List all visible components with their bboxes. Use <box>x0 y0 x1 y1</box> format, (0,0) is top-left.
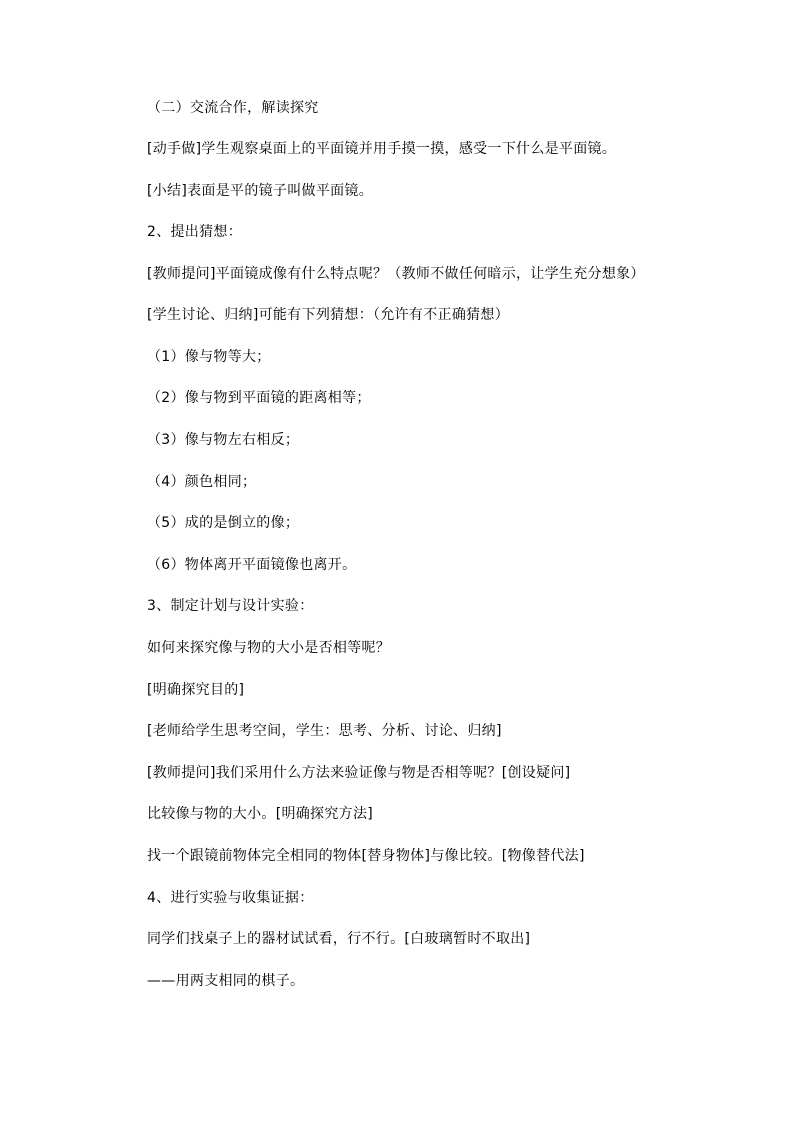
hypothesis-item-1: （1）像与物等大； <box>147 349 271 365</box>
step-heading-hypothesis: 2、提出猜想： <box>147 224 243 240</box>
paragraph-try-equipment: 同学们找桌子上的器材试试看，行不行。[白玻璃暂时不取出] <box>147 931 531 947</box>
paragraph-hands-on: [动手做]学生观察桌面上的平面镜并用手摸一摸，感受一下什么是平面镜。 <box>147 141 617 157</box>
hypothesis-item-4: （4）颜色相同； <box>147 474 257 490</box>
paragraph-summary: [小结]表面是平的镜子叫做平面镜。 <box>147 183 374 199</box>
step-heading-experiment: 4、进行实验与收集证据： <box>147 890 314 906</box>
hypothesis-item-3: （3）像与物左右相反； <box>147 432 300 448</box>
paragraph-teacher-question: [教师提问]平面镜成像有什么特点呢？（教师不做任何暗示，让学生充分想象） <box>147 266 645 282</box>
hypothesis-item-2: （2）像与物到平面镜的距离相等； <box>147 390 371 406</box>
step-heading-plan: 3、制定计划与设计实验： <box>147 598 314 614</box>
hypothesis-item-6: （6）物体离开平面镜像也离开。 <box>147 557 357 573</box>
paragraph-two-chess-pieces: ——用两支相同的棋子。 <box>147 973 305 989</box>
section-heading-exchange: （二）交流合作，解读探究 <box>147 100 319 116</box>
paragraph-compare-size: 比较像与物的大小。[明确探究方法] <box>147 806 374 822</box>
paragraph-how-to-explore: 如何来探究像与物的大小是否相等呢？ <box>147 640 391 656</box>
paragraph-student-discussion: [学生讨论、归纳]可能有下列猜想：（允许有不正确猜想） <box>147 307 510 323</box>
paragraph-substitute-method: 找一个跟镜前物体完全相同的物体[替身物体]与像比较。[物像替代法] <box>147 848 585 864</box>
paragraph-thinking-space: [老师给学生思考空间，学生：思考、分析、讨论、归纳] <box>147 723 502 739</box>
paragraph-method-question: [教师提问]我们采用什么方法来验证像与物是否相等呢？[创设疑问] <box>147 765 571 781</box>
hypothesis-item-5: （5）成的是倒立的像； <box>147 515 300 531</box>
paragraph-clarify-purpose: [明确探究目的] <box>147 682 245 698</box>
